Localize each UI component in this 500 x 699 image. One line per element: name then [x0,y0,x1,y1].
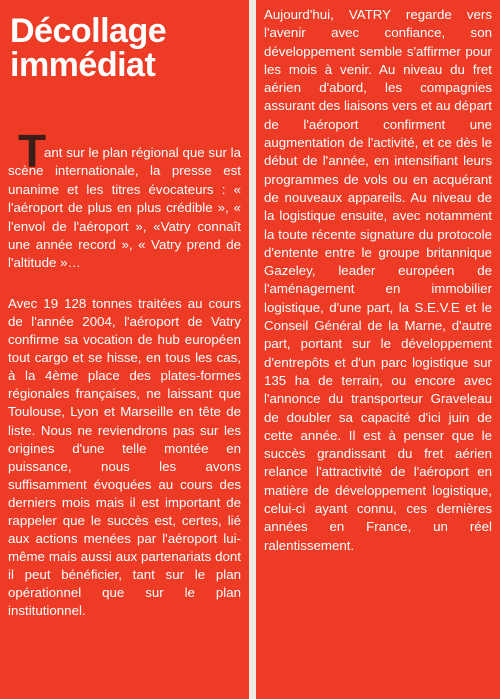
intro-text: ant sur le plan régional que sur la scène internationale, la presse est unanime et les titres évocateurs : « l'aéroport de plus en plus crédible », « l'envol de l'aéroport », «Vatry connaît une année record », « Vatry prend de l'altitude »… [8,145,241,271]
column-gutter [249,0,256,699]
right-column [256,0,500,699]
title-line-1: Décollage [10,12,167,50]
drop-cap: T [18,125,47,177]
body-paragraph-right: Aujourd'hui, VATRY regarde vers l'avenir avec confiance, son développement semble s'affirmer pour les mois à venir. Au niveau du fret aérien d'abord, les compagnies assurant des liaisons vers et au départ de l'aéroport confirment une augmentation de l'activité, et ce dès le début de l'année, en intensifiant leurs programmes de vols ou en acquérant de nouveaux appareils. Au niveau de la logistique ensuite, avec notamment la toute récente signature du protocole d'entente entre le groupe britannique Gazeley, leader européen de l'aménagement en immobilier logistique, d'une part, la S.E.V.E et le Conseil Général de la Marne, d'autre part, portant sur le développement d'entrepôts et d'un parc logistique sur 135 ha de terrain, ou encore avec l'annonce du transporteur Graveleau de doubler sa capacité d'ici juin de cette année. Il est à penser que le succès grandissant du fret aérien relance l'attractivité de l'aéroport en matière de développement logistique, celui-ci ayant connu, ces dernières années en France, un réel ralentissement. [264,7,492,553]
body-paragraph-left: Avec 19 128 tonnes traitées au cours de l'année 2004, l'aéroport de Vatry confirme sa vocation de hub européen tout cargo et se hisse, en tous les cas, à la 4ème place des plates-formes régionales françaises, ne laissant que Toulouse, Lyon et Marseille en tête de liste. Nous ne reviendrons pas sur les origines d'une telle montée en puissance, nous les avons suffisamment évoquées au cours des derniers mois mais il est important de rappeler que le succès est, certes, lié aux actions menées par l'aéroport lui-même mais aussi aux partenariats dont il peut bénéficier, tant sur le plan opérationnel que sur le plan institutionnel. [8,295,241,619]
title-line-2: immédiat [10,46,156,84]
intro-paragraph [8,125,241,273]
left-column [0,0,249,699]
article-title [10,14,241,82]
